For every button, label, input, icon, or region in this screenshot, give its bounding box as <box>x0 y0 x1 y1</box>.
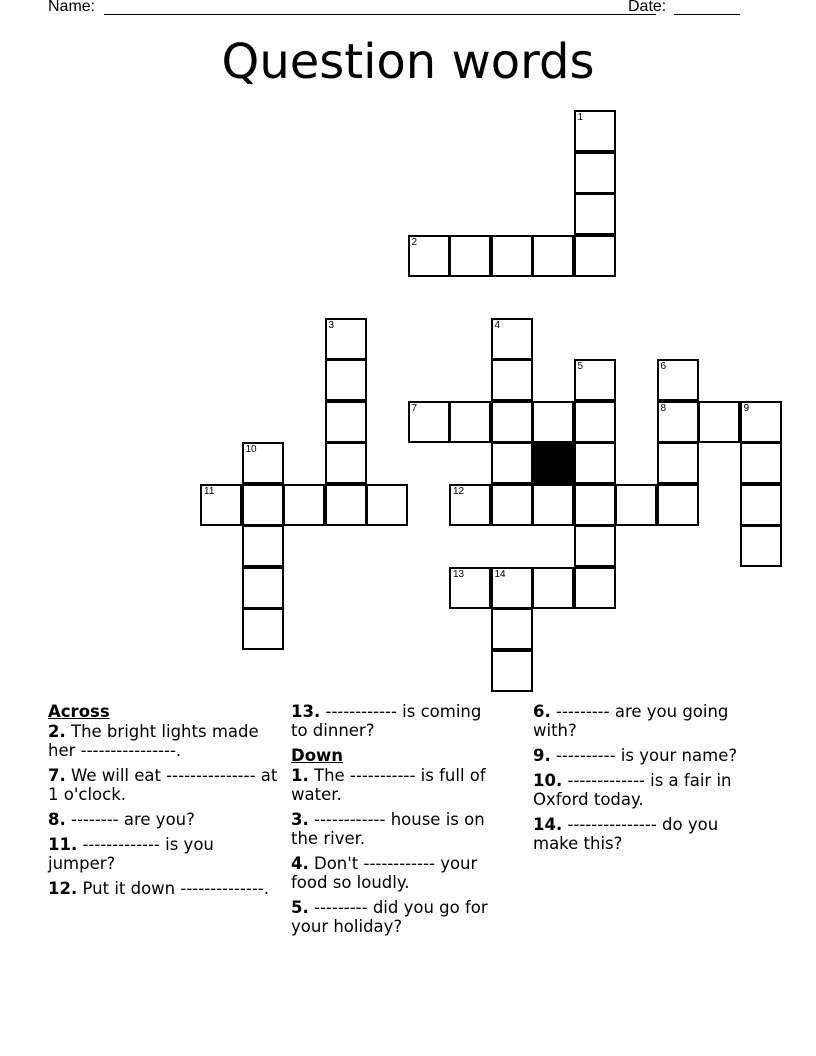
clue-number: 8 <box>660 402 667 414</box>
clue-number: 2 <box>411 236 418 248</box>
clue-across-7: 7. We will eat --------------- at 1 o'clock. <box>48 766 278 804</box>
grid-cell[interactable] <box>574 442 616 484</box>
grid-cell[interactable] <box>532 235 574 277</box>
grid-cell[interactable] <box>491 484 533 526</box>
grid-cell[interactable] <box>740 525 782 567</box>
grid-cell[interactable] <box>408 401 450 443</box>
grid-cell[interactable] <box>449 484 491 526</box>
grid-cell[interactable] <box>449 235 491 277</box>
clues-column-1 <box>48 702 278 904</box>
grid-cell[interactable] <box>574 152 616 194</box>
grid-cell[interactable] <box>200 484 242 526</box>
grid-cell[interactable] <box>574 567 616 609</box>
grid-cell[interactable] <box>532 484 574 526</box>
grid-cell[interactable] <box>574 193 616 235</box>
grid-cell[interactable] <box>698 401 740 443</box>
grid-cell[interactable] <box>325 359 367 401</box>
down-heading: Down <box>291 746 344 765</box>
clue-down-9: 9. ---------- is your name? <box>533 746 738 765</box>
clue-number: 4 <box>494 319 501 331</box>
grid-cell[interactable] <box>491 318 533 360</box>
grid-cell[interactable] <box>408 235 450 277</box>
clue-number: 3 <box>328 319 335 331</box>
black-cell <box>532 442 574 484</box>
clue-down-3: 3. ------------ house is on the river. <box>291 810 485 848</box>
grid-cell[interactable] <box>657 484 699 526</box>
grid-cell[interactable] <box>491 608 533 650</box>
clue-across-11: 11. ------------- is you jumper? <box>48 835 214 873</box>
grid-cell[interactable] <box>325 442 367 484</box>
clue-number: 10 <box>245 444 257 455</box>
grid-cell[interactable] <box>657 401 699 443</box>
grid-cell[interactable] <box>242 484 284 526</box>
clue-number: 11 <box>204 485 215 497</box>
grid-cell[interactable] <box>574 110 616 152</box>
clue-number: 9 <box>743 402 750 414</box>
grid-cell[interactable] <box>491 235 533 277</box>
name-label: Name: <box>48 0 96 15</box>
clue-across-2: 2. The bright lights made her ----------------. <box>48 722 259 760</box>
across-heading: Across <box>48 702 110 721</box>
grid-cell[interactable] <box>283 484 325 526</box>
grid-cell[interactable] <box>574 525 616 567</box>
grid-cell[interactable] <box>615 484 657 526</box>
clue-number: 13 <box>453 568 465 580</box>
grid-cell[interactable] <box>740 442 782 484</box>
clue-number: 7 <box>411 402 418 414</box>
clue-number: 5 <box>577 361 584 372</box>
grid-cell[interactable] <box>491 650 533 692</box>
grid-cell[interactable] <box>242 442 284 484</box>
grid-cell[interactable] <box>657 442 699 484</box>
grid-cell[interactable] <box>491 359 533 401</box>
grid-cell[interactable] <box>491 401 533 443</box>
grid-cell[interactable] <box>491 442 533 484</box>
grid-cell[interactable] <box>325 318 367 360</box>
grid-cell[interactable] <box>532 567 574 609</box>
clues-column-2 <box>291 702 501 942</box>
clue-down-4: 4. Don't ------------ your food so loudly. <box>291 854 478 892</box>
grid-cell[interactable] <box>574 484 616 526</box>
grid-cell[interactable] <box>449 401 491 443</box>
clue-number: 14 <box>494 568 506 580</box>
clue-down-10: 10. ------------- is a fair in Oxford today. <box>533 771 732 809</box>
grid-cell[interactable] <box>325 484 367 526</box>
clue-across-13: 13. ------------ is coming to dinner? <box>291 702 482 740</box>
grid-cell[interactable] <box>449 567 491 609</box>
clue-down-14: 14. --------------- do you make this? <box>533 815 719 853</box>
grid-cell[interactable] <box>242 567 284 609</box>
grid-cell[interactable] <box>740 401 782 443</box>
clue-across-12: 12. Put it down --------------. <box>48 879 269 898</box>
clue-down-1: 1. The ----------- is full of water. <box>291 766 486 804</box>
clue-number: 1 <box>577 112 584 123</box>
grid-cell[interactable] <box>574 401 616 443</box>
grid-cell[interactable] <box>657 359 699 401</box>
clue-number: 12 <box>453 485 465 497</box>
grid-cell[interactable] <box>491 567 533 609</box>
date-label: Date: <box>628 0 667 15</box>
grid-cell[interactable] <box>366 484 408 526</box>
clue-number: 6 <box>660 361 667 372</box>
clue-down-5: 5. --------- did you go for your holiday? <box>291 898 488 936</box>
grid-cell[interactable] <box>574 359 616 401</box>
grid-cell[interactable] <box>242 525 284 567</box>
clue-across-8: 8. -------- are you? <box>48 810 195 829</box>
grid-cell[interactable] <box>532 401 574 443</box>
page-title: Question words <box>221 34 595 90</box>
grid-cell[interactable] <box>325 401 367 443</box>
clues-column-3 <box>533 702 748 859</box>
clue-down-6: 6. --------- are you going with? <box>533 702 729 740</box>
grid-cell[interactable] <box>242 608 284 650</box>
grid-cell[interactable] <box>574 235 616 277</box>
grid-cell[interactable] <box>740 484 782 526</box>
